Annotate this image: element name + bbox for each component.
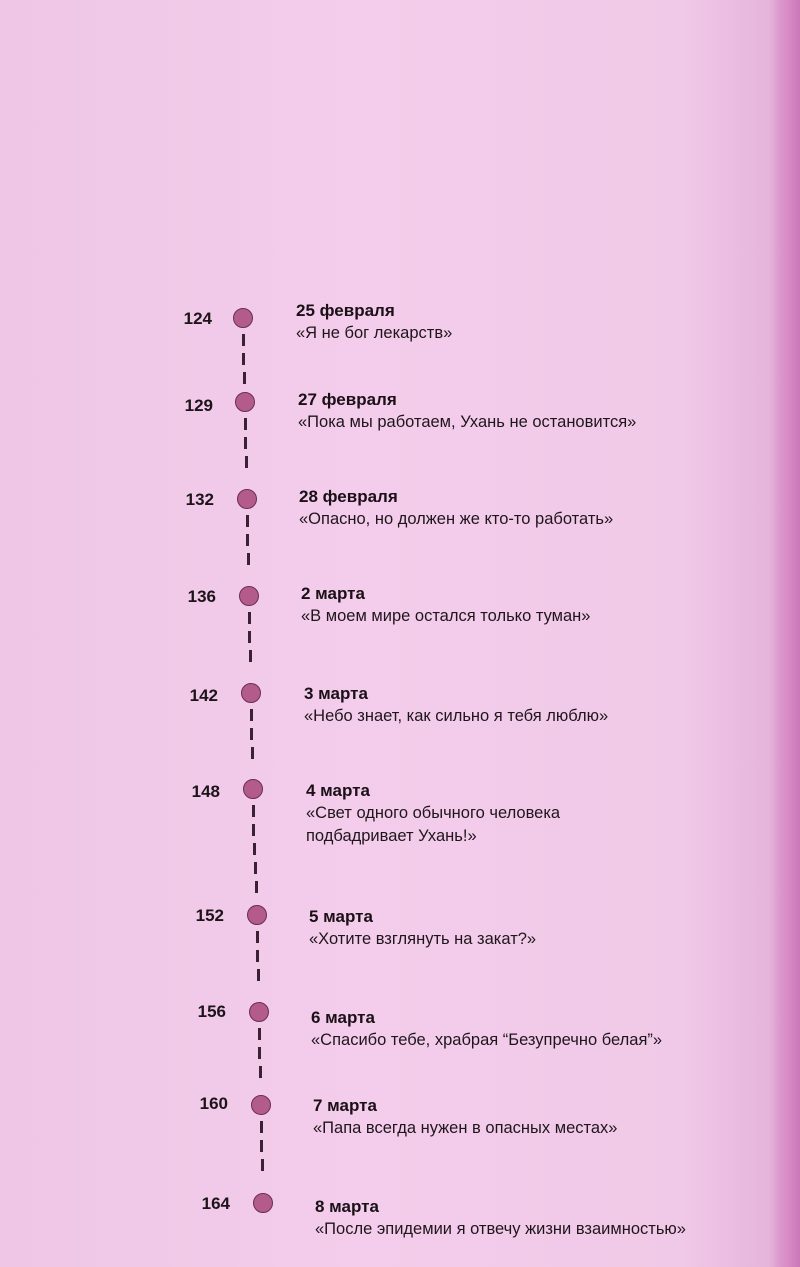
timeline-entry: [304, 683, 608, 728]
timeline-connector-dash: [245, 456, 248, 468]
entry-date: 27 февраля: [298, 390, 397, 409]
entry-quote: «После эпидемии я отвечу жизни взаимностью»: [315, 1220, 686, 1238]
timeline-dot: [235, 392, 255, 412]
entry-quote: «В моем мире остался только туман»: [301, 607, 591, 625]
timeline-entry: [313, 1095, 617, 1140]
timeline-connector-dash: [257, 969, 260, 981]
entry-quote: «Хотите взглянуть на закат?»: [309, 930, 537, 948]
entry-quote: «Пока мы работаем, Ухань не остановится»: [298, 413, 637, 431]
page-number: 136: [187, 587, 216, 606]
timeline-connector-dash: [258, 1028, 261, 1040]
timeline-connector-dash: [243, 372, 246, 384]
timeline-connector-dash: [252, 805, 255, 817]
timeline-connector-dash: [248, 631, 251, 643]
timeline-dot: [241, 683, 261, 703]
timeline-entry: [298, 389, 636, 434]
timeline-connector-dash: [256, 950, 259, 962]
timeline-entry: [311, 1007, 662, 1052]
entry-date: 2 марта: [301, 584, 365, 603]
entry-date: 3 марта: [304, 684, 368, 703]
page-number: 148: [191, 782, 220, 801]
entry-quote: «Опасно, но должен же кто-то работать»: [299, 510, 614, 528]
page-number: 132: [185, 490, 214, 509]
timeline-entry: [296, 300, 452, 345]
timeline-connector-dash: [258, 1047, 261, 1059]
timeline-dot: [237, 489, 257, 509]
entry-date: 6 марта: [311, 1008, 375, 1027]
entry-date: 7 марта: [313, 1096, 377, 1115]
timeline-connector-dash: [259, 1066, 262, 1078]
timeline-dot: [253, 1193, 273, 1213]
timeline-entry: [301, 583, 590, 628]
page-number: 156: [197, 1002, 226, 1021]
timeline-connector-dash: [250, 709, 253, 721]
page-number: 129: [184, 396, 213, 415]
timeline-connector-dash: [261, 1159, 264, 1171]
timeline-dot: [249, 1002, 269, 1022]
timeline-dot: [233, 308, 253, 328]
timeline-dot: [251, 1095, 271, 1115]
entry-date: 8 марта: [315, 1197, 379, 1216]
timeline-connector-dash: [249, 650, 252, 662]
timeline-dot: [239, 586, 259, 606]
timeline-entry: [306, 780, 636, 848]
timeline-connector-dash: [244, 418, 247, 430]
timeline-dot: [243, 779, 263, 799]
entry-date: 4 марта: [306, 781, 370, 800]
timeline-connector-dash: [242, 353, 245, 365]
timeline-connector-dash: [253, 843, 256, 855]
timeline-connector-dash: [248, 612, 251, 624]
entry-quote: «Небо знает, как сильно я тебя люблю»: [304, 707, 609, 725]
timeline-connector-dash: [260, 1121, 263, 1133]
page-number: 160: [199, 1094, 228, 1113]
entry-quote: «Папа всегда нужен в опасных местах»: [313, 1119, 618, 1137]
timeline-connector-dash: [256, 931, 259, 943]
entry-quote: «Спасибо тебе, храбрая “Безупречно белая”»: [311, 1031, 663, 1049]
timeline-connector-dash: [246, 534, 249, 546]
timeline-connector-dash: [247, 553, 250, 565]
timeline-connector-dash: [251, 747, 254, 759]
timeline-dot: [247, 905, 267, 925]
timeline-connector-dash: [250, 728, 253, 740]
timeline-connector-dash: [252, 824, 255, 836]
timeline-connector-dash: [260, 1140, 263, 1152]
timeline-entry: [309, 906, 536, 951]
page-number: 124: [183, 309, 212, 328]
entry-quote: «Свет одного обычного человека подбадривает Ухань!»: [306, 804, 561, 845]
timeline-connector-dash: [255, 881, 258, 893]
timeline-connector-dash: [242, 334, 245, 346]
timeline-connector-dash: [244, 437, 247, 449]
timeline-entry: [315, 1196, 686, 1241]
entry-quote: «Я не бог лекарств»: [296, 324, 453, 342]
entry-date: 5 марта: [309, 907, 373, 926]
page-number: 164: [201, 1194, 230, 1213]
entry-date: 28 февраля: [299, 487, 398, 506]
timeline-connector-dash: [246, 515, 249, 527]
page-number: 142: [189, 686, 218, 705]
timeline-entry: [299, 486, 613, 531]
page-number: 152: [195, 906, 224, 925]
entry-date: 25 февраля: [296, 301, 395, 320]
timeline-connector-dash: [254, 862, 257, 874]
